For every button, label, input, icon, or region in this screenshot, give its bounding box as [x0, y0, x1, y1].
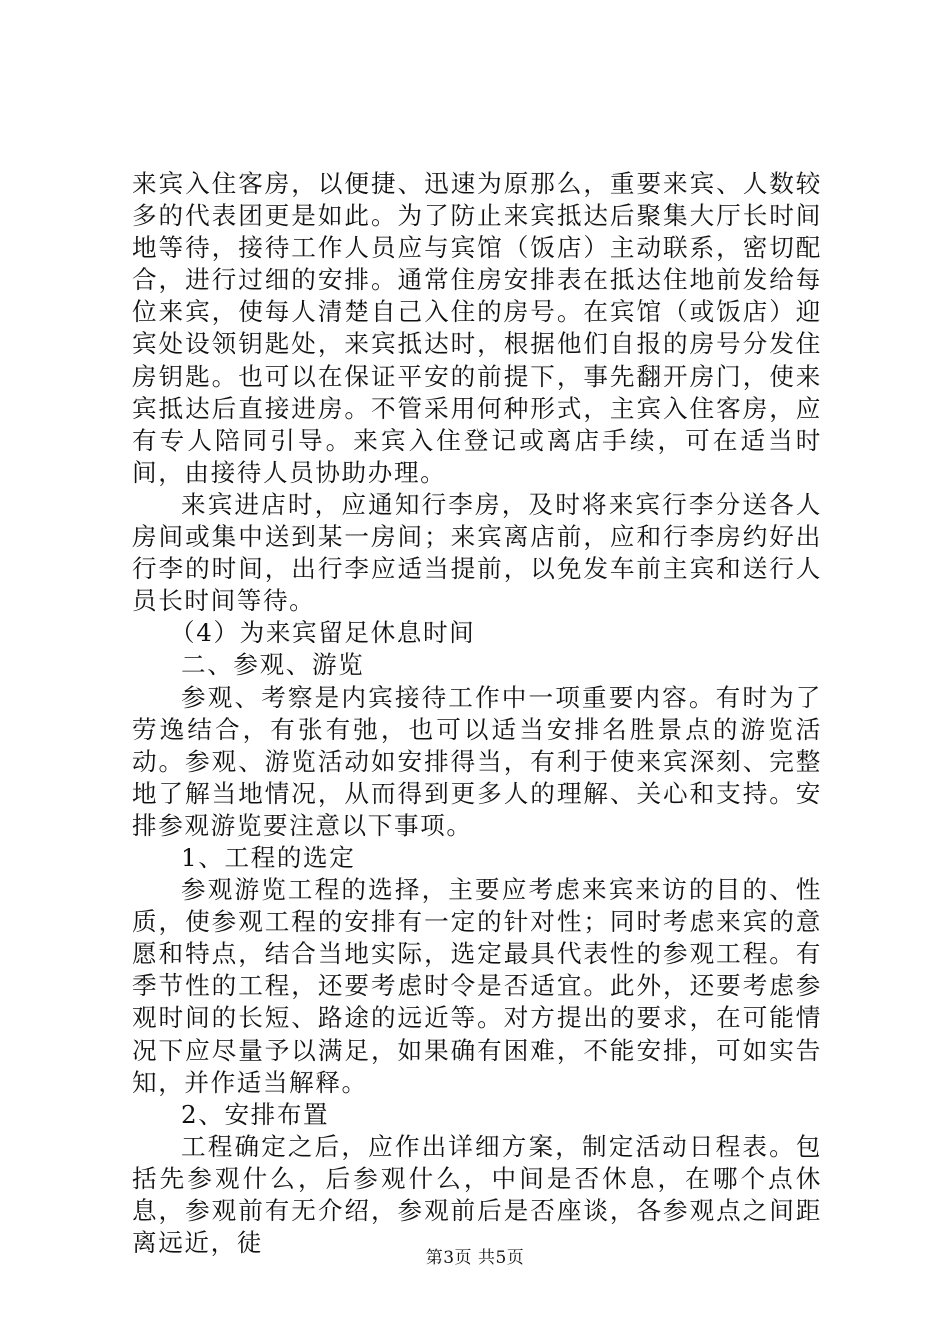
paragraph-luggage: 来宾进店时，应通知行李房，及时将来宾行李分送各人房间或集中送到某一房间；来宾离店前，应和行李房约好出行李的时间，出行李应适当提前，以免发车前主宾和送行人员长时间等待。: [132, 489, 822, 616]
section-heading-visits: 二、参观、游览: [181, 650, 365, 680]
paragraph-arrangement: 工程确定之后，应作出详细方案，制定活动日程表。包括先参观什么，后参观什么，中间是否休息，在哪个点休息，参观前有无介绍，参观前后是否座谈，各参观点之间距离远近，徒: [132, 1131, 822, 1258]
subheading-rest-time: （4）为来宾留足休息时间: [170, 618, 476, 648]
subheading-arrangement: 2、安排布置: [181, 1099, 330, 1129]
document-body: [132, 168, 822, 1259]
subheading-project-selection: 1、工程的选定: [181, 842, 356, 872]
paragraph-visits-intro: 参观、考察是内宾接待工作中一项重要内容。有时为了劳逸结合，有张有弛，也可以适当安排名胜景点的游览活动。参观、游览活动如安排得当，有利于使来宾深刻、完整地了解当地情况，从而得到更多人的理解、关心和支持。安排参观游览要注意以下事项。: [132, 682, 822, 840]
paragraph-room-checkin: 来宾入住客房，以便捷、迅速为原那么，重要来宾、人数较多的代表团更是如此。为了防止来宾抵达后聚集大厅长时间地等待，接待工作人员应与宾馆（饭店）主动联系，密切配合，进行过细的安排。通常住房安排表在抵达住地前发给每位来宾，使每人清楚自己入住的房号。在宾馆（或饭店）迎宾处设领钥匙处，来宾抵达时，根据他们自报的房号分发住房钥匙。也可以在保证平安的前提下，事先翻开房门，使来宾抵达后直接进房。不管采用何种形式，主宾入住客房，应有专人陪同引导。来宾入住登记或离店手续，可在适当时间，由接待人员协助办理。: [132, 169, 822, 487]
page-number-footer: 第3页 共5页: [425, 1248, 525, 1268]
paragraph-project-selection: 参观游览工程的选择，主要应考虑来宾来访的目的、性质，使参观工程的安排有一定的针对性；同时考虑来宾的意愿和特点，结合当地实际，选定最具代表性的参观工程。有季节性的工程，还要考虑时令是否适宜。此外，还要考虑参观时间的长短、路途的远近等。对方提出的要求，在可能情况下应尽量予以满足，如果确有困难，不能安排，可如实告知，并作适当解释。: [132, 875, 822, 1097]
